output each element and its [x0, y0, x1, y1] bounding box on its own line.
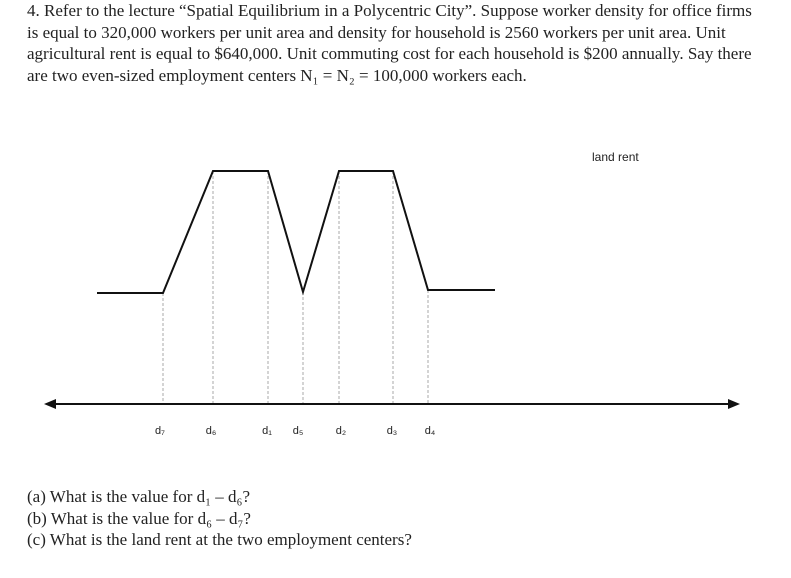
tick-label-d7: d₇: [155, 425, 165, 437]
question-list: [27, 486, 412, 551]
tick-label-d6: d₆: [205, 425, 217, 437]
question-a: (a) What is the value for d₁ – d₆?: [27, 487, 251, 506]
tick-label-d1: d₁: [262, 425, 272, 437]
tick-label-d5: d₅: [292, 425, 304, 437]
curve-label: land rent: [592, 150, 639, 164]
tick-label-d3: d₃: [386, 425, 398, 437]
land-rent-curve: [97, 171, 495, 293]
question-c: (c) What is the land rent at the two employment centers?: [27, 530, 412, 549]
axis-left-arrow: [44, 399, 56, 409]
tick-label-d2: d₂: [335, 425, 347, 437]
axis-right-arrow: [728, 399, 740, 409]
problem-text: 4. Refer to the lecture “Spatial Equilibrium in a Polycentric City”. Suppose worker density for office firms is equal to 320,000 workers per unit area and density for household is 2560 workers per unit area. Unit agricultural rent is equal to $640,000. Unit commuting cost for each household is $200 annually. Say there are two even-sized employment centers N₁ = N₂ = 100,000 workers each.: [27, 1, 752, 85]
tick-label-d4: d₄: [424, 425, 436, 437]
question-b: (b) What is the value for d₆ – d₇?: [27, 508, 251, 528]
